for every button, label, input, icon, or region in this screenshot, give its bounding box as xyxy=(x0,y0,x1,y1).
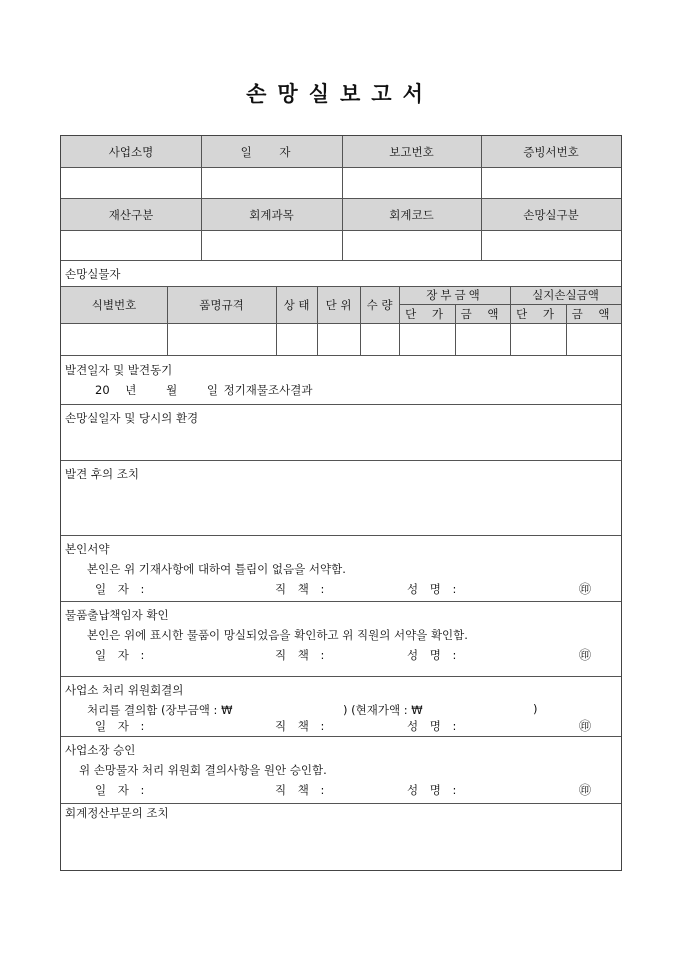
header-evidence-number: 증빙서번호 xyxy=(523,144,579,159)
action-label: 발견 후의 조치 xyxy=(65,467,139,481)
pledge-name: 성 명 : xyxy=(407,582,461,596)
actual-amount-label: 금 액 xyxy=(571,306,616,321)
env-label: 손망실일자 및 당시의 환경 xyxy=(65,411,199,425)
pledge-label: 본인서약 xyxy=(65,542,110,556)
evidence-number-field[interactable] xyxy=(481,167,621,198)
pledge-date: 일 자 : xyxy=(95,582,149,596)
item-header-status: 상 태 xyxy=(283,297,310,312)
director-seal-icon: ㊞ xyxy=(579,783,592,797)
director-name: 성 명 : xyxy=(407,783,461,797)
item-header-book-unit-price xyxy=(399,304,455,323)
custodian-seal-icon: ㊞ xyxy=(579,648,592,662)
committee-name: 성 명 : xyxy=(407,719,461,733)
item-header-unit: 단 위 xyxy=(325,297,352,312)
custodian-label: 물품출납책임자 확인 xyxy=(65,608,169,622)
item-header-actual-amount xyxy=(566,304,621,323)
header-account-code: 회계코드 xyxy=(389,207,434,222)
header-account-subject: 회계과목 xyxy=(249,207,294,222)
date-field[interactable] xyxy=(201,167,342,198)
committee-text-end: ) xyxy=(533,702,538,716)
accounting-label: 회계정산부문의 조치 xyxy=(65,806,169,820)
pledge-position: 직 책 : xyxy=(275,582,329,596)
account-code-field[interactable] xyxy=(342,230,481,260)
custodian-date: 일 자 : xyxy=(95,648,149,662)
director-label: 사업소장 승인 xyxy=(65,743,136,757)
director-position: 직 책 : xyxy=(275,783,329,797)
report-number-field[interactable] xyxy=(342,167,481,198)
committee-text-mid: ) (현재가액 : ₩ xyxy=(343,703,423,717)
book-amount-label: 금 액 xyxy=(460,306,505,321)
discovery-line xyxy=(95,382,312,398)
item-row[interactable] xyxy=(61,323,621,355)
discovery-day-label: 일 xyxy=(206,383,218,397)
committee-seal-icon: ㊞ xyxy=(579,719,592,733)
item-header-spec: 품명규격 xyxy=(199,297,244,312)
committee-text: 처리를 결의함 (장부금액 : ₩ xyxy=(87,703,233,717)
item-header-book-amount-label: 장부금액 xyxy=(426,288,483,302)
pledge-text: 본인은 위 기재사항에 대하여 틀림이 없음을 서약함. xyxy=(87,562,346,576)
loss-type-field[interactable] xyxy=(481,230,621,260)
director-date: 일 자 : xyxy=(95,783,149,797)
header-loss-type: 손망실구분 xyxy=(523,207,579,222)
discovery-year-label: 년 xyxy=(125,383,137,397)
custodian-position: 직 책 : xyxy=(275,648,329,662)
discovery-label: 발견일자 및 발견동기 xyxy=(65,363,173,377)
actual-unit-price-label: 단 가 xyxy=(516,306,560,321)
page-title: 손망실보고서 xyxy=(246,81,434,106)
property-type-field[interactable] xyxy=(61,230,201,260)
item-section-label: 손망실물자 xyxy=(65,267,121,281)
discovery-reason: 정기재물조사결과 xyxy=(223,383,313,397)
header-date xyxy=(201,136,342,167)
director-text: 위 손망물자 처리 위원회 결의사항을 원안 승인함. xyxy=(79,763,327,777)
custodian-text: 본인은 위에 표시한 물품이 망실되었음을 확인하고 위 직원의 서약을 확인함. xyxy=(87,628,468,642)
item-header-actual-loss: 실지손실금액 xyxy=(532,288,599,302)
business-name-field[interactable] xyxy=(61,167,201,198)
pledge-seal-icon: ㊞ xyxy=(579,582,592,596)
header-property-type: 재산구분 xyxy=(108,207,154,222)
discovery-year-prefix: 20 xyxy=(95,383,110,397)
header-date-label: 일 자 xyxy=(240,144,303,159)
item-header-qty: 수 량 xyxy=(366,297,393,312)
item-header-id: 식별번호 xyxy=(91,297,137,312)
account-subject-field[interactable] xyxy=(201,230,342,260)
custodian-name: 성 명 : xyxy=(407,648,461,662)
item-header-book-amount-value xyxy=(455,304,510,323)
committee-label: 사업소 처리 위원회결의 xyxy=(65,683,184,697)
report-form xyxy=(60,135,622,871)
header-business-name: 사업소명 xyxy=(108,144,154,159)
item-header-book-amount xyxy=(399,286,510,304)
book-unit-price-label: 단 가 xyxy=(405,306,449,321)
committee-position: 직 책 : xyxy=(275,719,329,733)
discovery-month-label: 월 xyxy=(166,383,178,397)
item-header-actual-unit-price xyxy=(510,304,566,323)
header-report-number: 보고번호 xyxy=(389,144,434,159)
committee-date: 일 자 : xyxy=(95,719,149,733)
